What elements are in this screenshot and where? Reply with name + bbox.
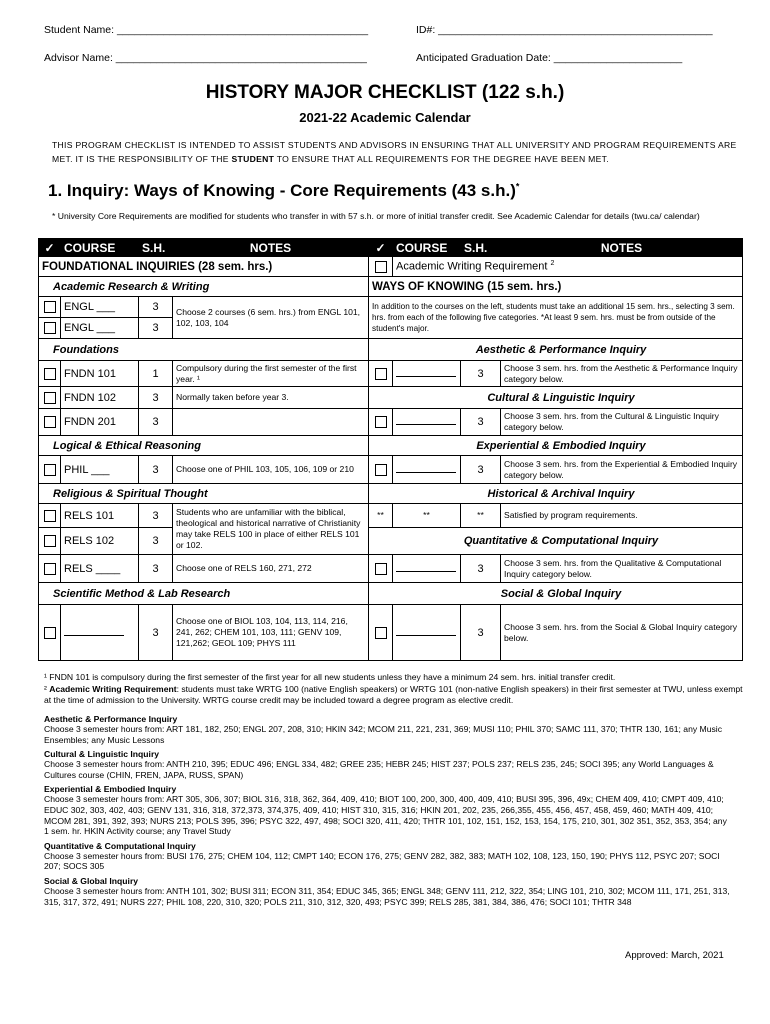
checkbox-cell[interactable]	[369, 605, 393, 661]
sh-cell: 3	[139, 456, 173, 484]
logical-subheading: Logical & Ethical Reasoning	[39, 436, 369, 456]
sh-cell: 3	[461, 605, 501, 661]
checkbox-cell[interactable]	[39, 456, 61, 484]
section-1-note: * University Core Requirements are modified for students who transfer in with 57 s.h. or more of initial transfer credit. See Academic Calendar for details (twu.ca/ calendar)	[52, 211, 700, 221]
quant-subheading: Quantitative & Computational Inquiry	[369, 528, 743, 555]
sh-cell: 3	[461, 456, 501, 484]
notes-cell: Choose 2 courses (6 sem. hrs.) from ENGL 101, 102, 103, 104	[173, 297, 369, 339]
course-cell[interactable]	[393, 605, 461, 661]
sh-cell: 3	[139, 409, 173, 436]
notes-cell: Students who are unfamiliar with the biblical, theological and historical narrative of Christianity may take RELS 100 in place of either RELS 101 or 102.	[173, 504, 369, 555]
stars-cell: **	[369, 504, 393, 528]
sh-cell: 3	[461, 555, 501, 583]
cultural-subheading: Cultural & Linguistic Inquiry	[369, 387, 743, 409]
category-title: Quantitative & Computational Inquiry	[44, 840, 196, 851]
course-blank[interactable]	[64, 627, 124, 636]
checkbox[interactable]	[375, 464, 387, 476]
checkbox[interactable]	[44, 301, 56, 313]
notes-header: NOTES	[173, 239, 369, 257]
checkbox[interactable]	[375, 563, 387, 575]
course-blank[interactable]	[396, 563, 456, 572]
section-1-heading	[48, 181, 519, 201]
checkbox[interactable]	[44, 535, 56, 547]
table-row	[39, 504, 743, 528]
checkbox[interactable]	[375, 261, 387, 273]
checkbox[interactable]	[44, 368, 56, 380]
course-header-right: COURSE	[393, 239, 461, 257]
table-row	[39, 583, 743, 605]
sh-cell: 3	[139, 318, 173, 339]
sh-cell: 3	[139, 297, 173, 318]
checkbox-cell[interactable]	[39, 318, 61, 339]
checkbox-cell[interactable]	[369, 555, 393, 583]
course-cell[interactable]: ENGL ___	[61, 297, 139, 318]
wok-heading: WAYS OF KNOWING (15 sem. hrs.)	[369, 277, 743, 297]
sh-cell: 1	[139, 361, 173, 387]
table-row	[39, 605, 743, 661]
student-name-field[interactable]: Student Name: ___________________________________________	[44, 24, 369, 36]
checkbox-cell[interactable]	[39, 504, 61, 528]
course-header: COURSE	[61, 239, 139, 257]
course-cell[interactable]: ENGL ___	[61, 318, 139, 339]
notes-cell	[173, 409, 369, 436]
checkbox-cell[interactable]	[39, 361, 61, 387]
course-cell: FNDN 201	[61, 409, 139, 436]
checkbox[interactable]	[44, 322, 56, 334]
footnote-1: ¹ FNDN 101 is compulsory during the first semester of the first year for all new students unless they have a minimum 24 sem. hrs. initial transfer credit.	[44, 672, 616, 682]
notes-cell: Choose one of RELS 160, 271, 272	[173, 555, 369, 583]
checkbox[interactable]	[44, 627, 56, 639]
table-row	[39, 277, 743, 297]
checkbox[interactable]	[44, 510, 56, 522]
section-1-sup: *	[515, 181, 520, 192]
course-cell: RELS 101	[61, 504, 139, 528]
category-body: Choose 3 semester hours from: BUSI 176, 275; CHEM 104, 112; CMPT 140; ECON 176, 275; GENV 282, 382, 383; MATH 102, 108, 123, 150, 190; PHYS 112, PSYC 207; SOCI 207; SOCS 305	[44, 850, 720, 872]
table-row	[39, 361, 743, 387]
category-title: Cultural & Linguistic Inquiry	[44, 749, 160, 760]
section-1-heading-text: 1. Inquiry: Ways of Knowing - Core Requirements (43 s.h.)	[48, 181, 516, 200]
table-row	[39, 456, 743, 484]
intro-line-2b: STUDENT	[231, 154, 275, 164]
sh-cell: 3	[461, 409, 501, 436]
sh-header-right: S.H.	[461, 239, 501, 257]
page-subtitle: 2021-22 Academic Calendar	[299, 110, 471, 125]
sh-cell: 3	[139, 504, 173, 528]
religious-subheading: Religious & Spiritual Thought	[39, 484, 369, 504]
table-row	[39, 436, 743, 456]
category-quantitative	[44, 841, 734, 872]
category-title: Social & Global Inquiry	[44, 875, 139, 886]
course-cell[interactable]	[393, 555, 461, 583]
course-cell: FNDN 102	[61, 387, 139, 409]
experiential-subheading: Experiential & Embodied Inquiry	[369, 436, 743, 456]
category-body: Choose 3 semester hours from: ART 181, 182, 250; ENGL 207, 208, 310; HKIN 342; MCOM 211, 221, 231, 369; MUSI 110; PHIL 370; SAMC 111, 370; THTR 130, 161; any Music Ensembles; any Music Lessons	[44, 724, 722, 745]
notes-cell: Satisfied by program requirements.	[501, 504, 743, 528]
page-title: HISTORY MAJOR CHECKLIST (122 s.h.)	[205, 82, 565, 103]
checkbox-cell[interactable]	[39, 297, 61, 318]
checkbox-cell[interactable]	[39, 555, 61, 583]
notes-cell: Choose one of PHIL 103, 105, 106, 109 or 210	[173, 456, 369, 484]
table-row	[39, 484, 743, 504]
social-subheading: Social & Global Inquiry	[369, 583, 743, 605]
grad-date-field[interactable]: Anticipated Graduation Date: ______________________	[416, 52, 683, 64]
course-cell[interactable]: PHIL ___	[61, 456, 139, 484]
notes-cell: Choose 3 sem. hrs. from the Aesthetic & Performance Inquiry category below.	[501, 361, 743, 387]
category-body: Choose 3 semester hours from: ANTH 210, 395; EDUC 496; ENGL 334, 482; GREE 235; HEBR 245; HIST 237; POLS 237; RELS 235, 245; SOCI 395; any World Languages & Cultures course (CHIN, FREN, JAPA, RUSS, SPAN)	[44, 759, 714, 780]
notes-cell: Choose one of BIOL 103, 104, 113, 114, 216, 241, 262; CHEM 101, 103, 111; GENV 109, 121,262; GEOL 109; PHYS 111	[173, 605, 369, 661]
checkbox-cell[interactable]	[39, 409, 61, 436]
course-cell: RELS 102	[61, 528, 139, 555]
checkbox[interactable]	[375, 368, 387, 380]
checkbox[interactable]	[375, 416, 387, 428]
checkbox[interactable]	[44, 563, 56, 575]
checkbox-cell[interactable]	[369, 361, 393, 387]
checklist-table	[38, 238, 743, 661]
sh-cell: 3	[461, 361, 501, 387]
historical-subheading: Historical & Archival Inquiry	[369, 484, 743, 504]
table-row	[39, 297, 743, 318]
category-title: Aesthetic & Performance Inquiry	[44, 714, 178, 724]
aesthetic-subheading: Aesthetic & Performance Inquiry	[369, 339, 743, 361]
course-blank[interactable]	[396, 627, 456, 636]
checkbox[interactable]	[44, 464, 56, 476]
course-cell[interactable]	[393, 361, 461, 387]
footnote-2a: ²	[44, 684, 50, 694]
notes-cell: Choose 3 sem. hrs. from the Social & Global Inquiry category below.	[501, 605, 743, 661]
wok-note: In addition to the courses on the left, students must take an additional 15 sem. hrs., selecting 3 sem. hrs. from each of the following five categories. *At least 9 sem. hrs. must be from outside of the student's major.	[369, 297, 743, 339]
sh-cell: 3	[139, 555, 173, 583]
course-cell: FNDN 101	[61, 361, 139, 387]
course-cell[interactable]	[393, 456, 461, 484]
notes-cell: Normally taken before year 3.	[173, 387, 369, 409]
approved-date: Approved: March, 2021	[625, 950, 724, 961]
sh-cell: 3	[139, 605, 173, 661]
intro-line-1: THIS PROGRAM CHECKLIST IS INTENDED TO ASSIST STUDENTS AND ADVISORS IN ENSURING THAT ALL UNIVERSITY AND PROGRAM REQUIREMENTS ARE	[52, 140, 737, 150]
course-blank[interactable]	[396, 464, 456, 473]
category-experiential	[44, 784, 734, 836]
course-blank[interactable]	[396, 368, 456, 377]
category-title: Experiential & Embodied Inquiry	[44, 784, 177, 795]
notes-cell: Choose 3 sem. hrs. from the Qualitative & Computational Inquiry category below.	[501, 555, 743, 583]
category-aesthetic	[44, 714, 734, 745]
intro-line-2c: TO ENSURE THAT ALL REQUIREMENTS FOR THE DEGREE HAVE BEEN MET.	[274, 154, 609, 164]
course-cell[interactable]: RELS ____	[61, 555, 139, 583]
intro-text	[52, 138, 742, 166]
checkbox-cell[interactable]	[39, 528, 61, 555]
check-header: ✓	[39, 239, 61, 257]
footnote-2b: Academic Writing Requirement	[49, 684, 177, 694]
intro-line-2	[52, 152, 742, 166]
table-row	[39, 339, 743, 361]
category-social	[44, 876, 734, 907]
arw-subheading: Academic Research & Writing	[39, 277, 369, 297]
scientific-subheading: Scientific Method & Lab Research	[39, 583, 369, 605]
categories-list	[44, 714, 734, 907]
table-header	[39, 239, 743, 257]
awr-sup: 2	[550, 260, 555, 268]
table-row	[39, 555, 743, 583]
notes-cell: Choose 3 sem. hrs. from the Cultural & Linguistic Inquiry category below.	[501, 409, 743, 436]
category-body: Choose 3 semester hours from: ART 305, 306, 307; BIOL 316, 318, 362, 364, 409, 410; BIOT 100, 200, 300, 400, 409, 410; BUSI 395, 396, 49x; CHEM 409, 410; CMPT 409, 410; EDUC 302, 303, 402, 403; GENV 131, 316, 318, 372,373, 374,375, 409, 410; HIST 310, 315, 316; HKIN 201, 202, 235, 266,355, 455, 456, 457, 458, 459, 460; MATH 409, 410; MCOM 281, 391, 392, 393; NURS 213; POLS 395, 396; PSYC 322, 497, 498; SOCI 320, 411, 420; THTR 101, 102, 151, 152, 153, 154, 175, 210, 301, 302 351, 352, 353, 354; any 1 sem. hr. HKIN Activity course; any Travel Study	[44, 794, 727, 837]
stars-cell: **	[393, 504, 461, 528]
intro-line-2a: MET. IT IS THE RESPONSIBILITY OF THE	[52, 154, 232, 164]
foundational-heading: FOUNDATIONAL INQUIRIES (28 sem. hrs.)	[39, 257, 369, 277]
notes-cell: Choose 3 sem. hrs. from the Experiential & Embodied Inquiry category below.	[501, 456, 743, 484]
advisor-name-field[interactable]: Advisor Name: ___________________________________________	[44, 52, 367, 64]
course-cell[interactable]	[61, 605, 139, 661]
checkbox-cell[interactable]	[369, 409, 393, 436]
foundations-subheading: Foundations	[39, 339, 369, 361]
checkbox-cell[interactable]	[39, 387, 61, 409]
sh-header: S.H.	[139, 239, 173, 257]
category-cultural	[44, 749, 734, 780]
checkbox[interactable]	[375, 627, 387, 639]
stars-cell: **	[461, 504, 501, 528]
awr-label: Academic Writing Requirement	[396, 260, 548, 273]
notes-header-right: NOTES	[501, 239, 743, 257]
table-row	[39, 409, 743, 436]
checkbox[interactable]	[44, 392, 56, 404]
awr-checkbox-cell[interactable]	[369, 257, 393, 277]
awr-cell	[393, 257, 743, 277]
notes-cell: Compulsory during the first semester of the first year. ¹	[173, 361, 369, 387]
table-row	[39, 257, 743, 277]
course-blank[interactable]	[396, 416, 456, 425]
table-row	[39, 387, 743, 409]
table-row	[39, 528, 743, 555]
id-field[interactable]: ID#: _______________________________________________	[416, 24, 713, 36]
sh-cell: 3	[139, 528, 173, 555]
check-header-right: ✓	[369, 239, 393, 257]
sh-cell: 3	[139, 387, 173, 409]
footnote-2c: : students must take WRTG 100 (native English speakers) or WRTG 101 (non-native English speakers) in their first semester at TWU, unless exempt at the time of admission to the University. WRTG course credit may be included toward a degree program as elective credit.	[44, 684, 743, 705]
footnote-2	[44, 684, 744, 706]
course-cell[interactable]	[393, 409, 461, 436]
checkbox[interactable]	[44, 416, 56, 428]
checkbox-cell[interactable]	[39, 605, 61, 661]
category-body: Choose 3 semester hours from: ANTH 101, 302; BUSI 311; ECON 311, 354; EDUC 345, 365; ENGL 348; GENV 111, 212, 322, 354; LING 101, 210, 302; MCOM 111, 171, 251, 313, 315, 317, 372, 491; NURS 227; PHIL 108, 220, 310, 320; POLS 211, 310, 312, 320, 493; PSYC 399; RELS 285, 381, 384, 386, 476; SOCI 101; THTR 348	[44, 885, 730, 907]
checkbox-cell[interactable]	[369, 456, 393, 484]
